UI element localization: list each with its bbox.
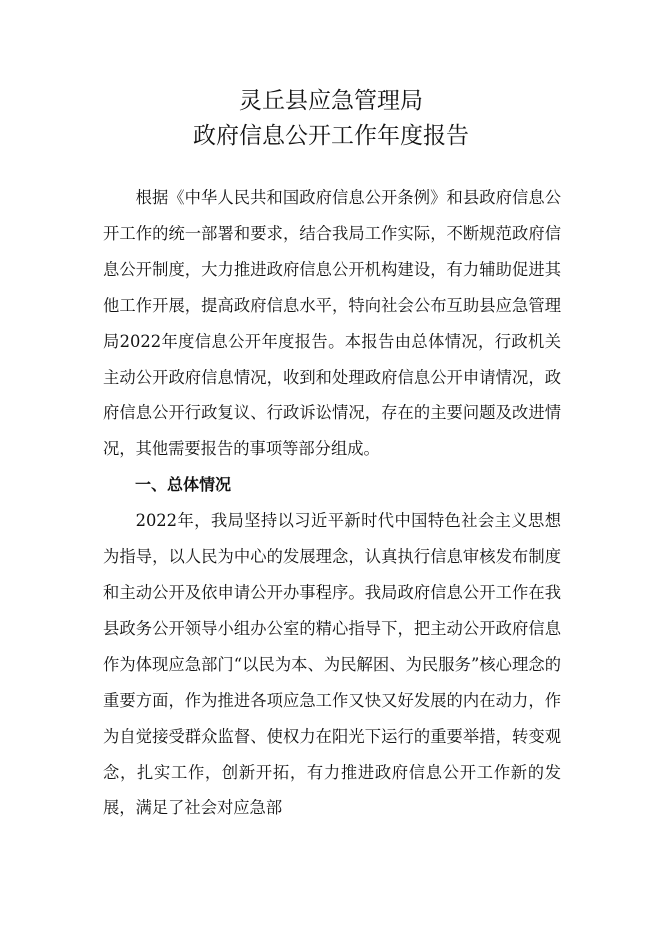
section-heading-overview: 一、总体情况: [135, 475, 232, 495]
document-title-line1: 灵丘县应急管理局: [239, 88, 423, 114]
document-body: [103, 180, 561, 826]
overview-paragraph: 2022年，我局坚持以习近平新时代中国特色社会主义思想为指导，以人民为中心的发展理念，认真执行信息审核发布制度和主动公开及依申请公开办事程序。我局政府信息公开工作在我县政务公开领导小组办公室的精心指导下，把主动公开政府信息作为体现应急部门“以民为本、为民解困、为民服务”核心理念的重要方面，作为推进各项应急工作又快又好发展的内在动力，作为自觉接受群众监督、使权力在阳光下运行的重要举措，转变观念，扎实工作，创新开拓，有力推进政府信息公开工作新的发展，满足了社会对应急部: [103, 511, 561, 818]
document-title-line2: 政府信息公开工作年度报告: [193, 123, 469, 149]
intro-paragraph: 根据《中华人民共和国政府信息公开条例》和县政府信息公开工作的统一部署和要求，结合我局工作实际，不断规范政府信息公开制度，大力推进政府信息公开机构建设，有力辅助促进其他工作开展，提高政府信息水平，特向社会公布互助县应急管理局2022年度信息公开年度报告。本报告由总体情况，行政机关主动公开政府信息情况，收到和处理政府信息公开申请情况，政府信息公开行政复议、行政诉讼情况，存在的主要问题及改进情况，其他需要报告的事项等部分组成。: [103, 188, 561, 459]
